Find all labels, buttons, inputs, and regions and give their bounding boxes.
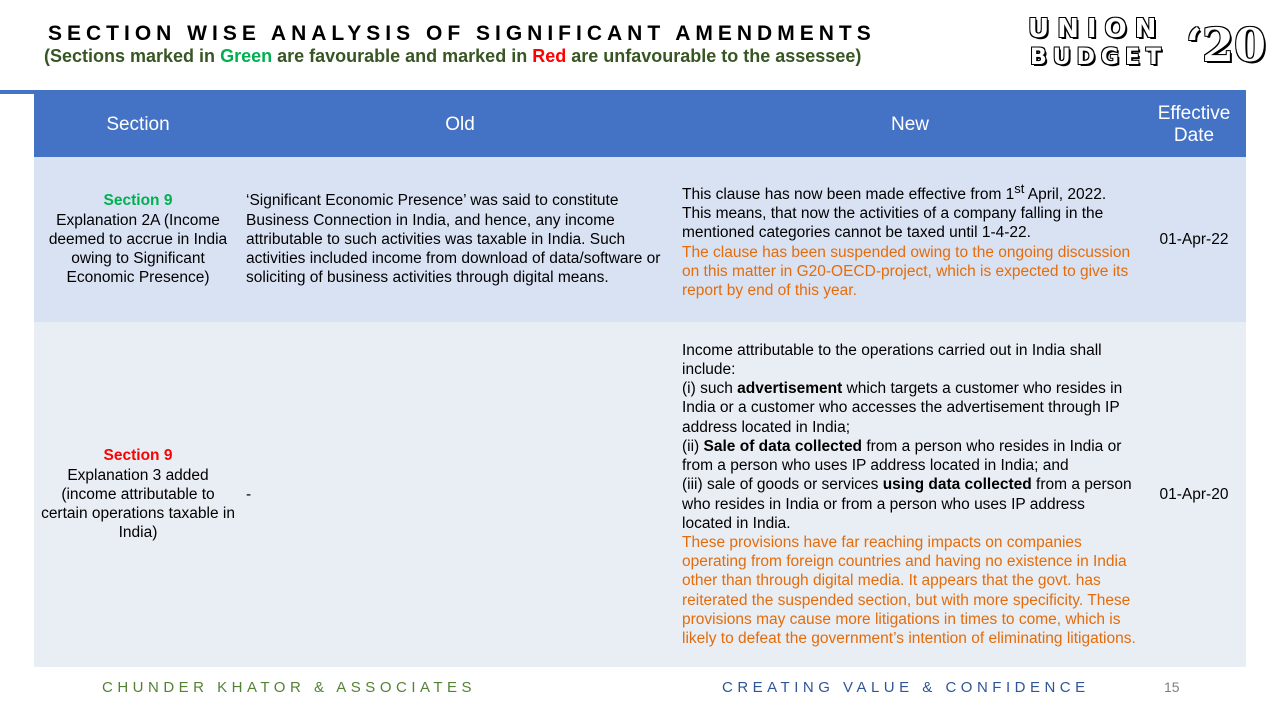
old-cell: ‘Significant Economic Presence’ was said to constitute Business Connection in India, and hence, any income attributable to such activities was taxable in India. Such activities included income from download of data/software or soliciting of business activities through digital means.	[242, 157, 678, 322]
item-text: (iii) sale of goods or services	[682, 476, 883, 494]
item-text: which targets a customer who resides in India or a customer who accesses the advertisement through IP address located in India;	[682, 380, 1123, 436]
new-cell	[678, 157, 1142, 322]
item-bold: Sale of data collected	[703, 437, 863, 455]
section-cell	[34, 157, 242, 322]
subtitle-red: Red	[532, 46, 567, 66]
col-section: Section	[34, 93, 242, 157]
page-title: SECTION WISE ANALYSIS OF SIGNIFICANT AMENDMENTS	[48, 22, 876, 45]
date-cell: 01-Apr-20	[1142, 322, 1246, 667]
new-text: April, 2022. This means, that now the activities of a company falling in the mentioned categories cannot be taxed until 1-4-22.	[682, 185, 1107, 242]
new-cell	[678, 322, 1142, 667]
table-row	[34, 157, 1246, 322]
subtitle-text: (Sections marked in	[44, 46, 221, 66]
amendments-table	[34, 93, 1246, 667]
new-sup: st	[1014, 180, 1025, 196]
section-cell	[34, 322, 242, 667]
subtitle-text: are unfavourable to the assessee)	[566, 46, 862, 66]
new-note: The clause has been suspended owing to the ongoing discussion on this matter in G20-OECD-project, which is expected to give its report by end of this year.	[682, 243, 1131, 299]
section-label: Section 9	[103, 447, 173, 465]
table-header	[34, 93, 1246, 157]
section-desc: Explanation 2A (Income deemed to accrue in India owing to Significant Economic Presence)	[48, 211, 228, 287]
item-bold: advertisement	[737, 380, 843, 398]
table-row	[34, 322, 1246, 667]
col-old: Old	[242, 93, 678, 157]
item-text: (ii)	[682, 437, 704, 455]
logo-line2: BUDGET	[1030, 45, 1167, 70]
page-number: 15	[1164, 679, 1180, 695]
logo-year: ‘20	[1186, 18, 1267, 72]
col-new: New	[678, 93, 1142, 157]
new-note: These provisions have far reaching impacts on companies operating from foreign countries and having no existence in India other than through digital media. It appears that the govt. has reiterated the suspended section, but with more specificity. These provisions may cause more litigations in times to come, which is likely to defeat the government’s intention of eliminating litigations.	[682, 533, 1136, 647]
new-text: This clause has now been made effective from 1	[682, 185, 1015, 203]
item-text: from a person who resides in India or from a person who uses IP address located in India; and	[682, 437, 1122, 475]
union-budget-logo	[1028, 14, 1268, 76]
footer-tagline: CREATING VALUE & CONFIDENCE	[722, 679, 1090, 696]
new-intro: Income attributable to the operations carried out in India shall include:	[682, 341, 1102, 379]
section-label: Section 9	[103, 192, 173, 210]
subtitle-text: are favourable and marked in	[272, 46, 533, 66]
col-date: Effective Date	[1142, 93, 1246, 157]
logo-line1: UNION	[1028, 14, 1165, 44]
item-text: (i) such	[682, 380, 738, 398]
date-cell: 01-Apr-22	[1142, 157, 1246, 322]
item-text: from a person who resides in India or from a person who uses IP address located in India.	[682, 476, 1132, 532]
subtitle-green: Green	[220, 46, 273, 66]
old-cell: -	[242, 322, 678, 667]
footer-firm: CHUNDER KHATOR & ASSOCIATES	[102, 679, 477, 696]
section-desc: Explanation 3 added (income attributable to certain operations taxable in India)	[41, 466, 235, 542]
page-subtitle	[44, 46, 861, 67]
item-bold: using data collected	[882, 476, 1032, 494]
